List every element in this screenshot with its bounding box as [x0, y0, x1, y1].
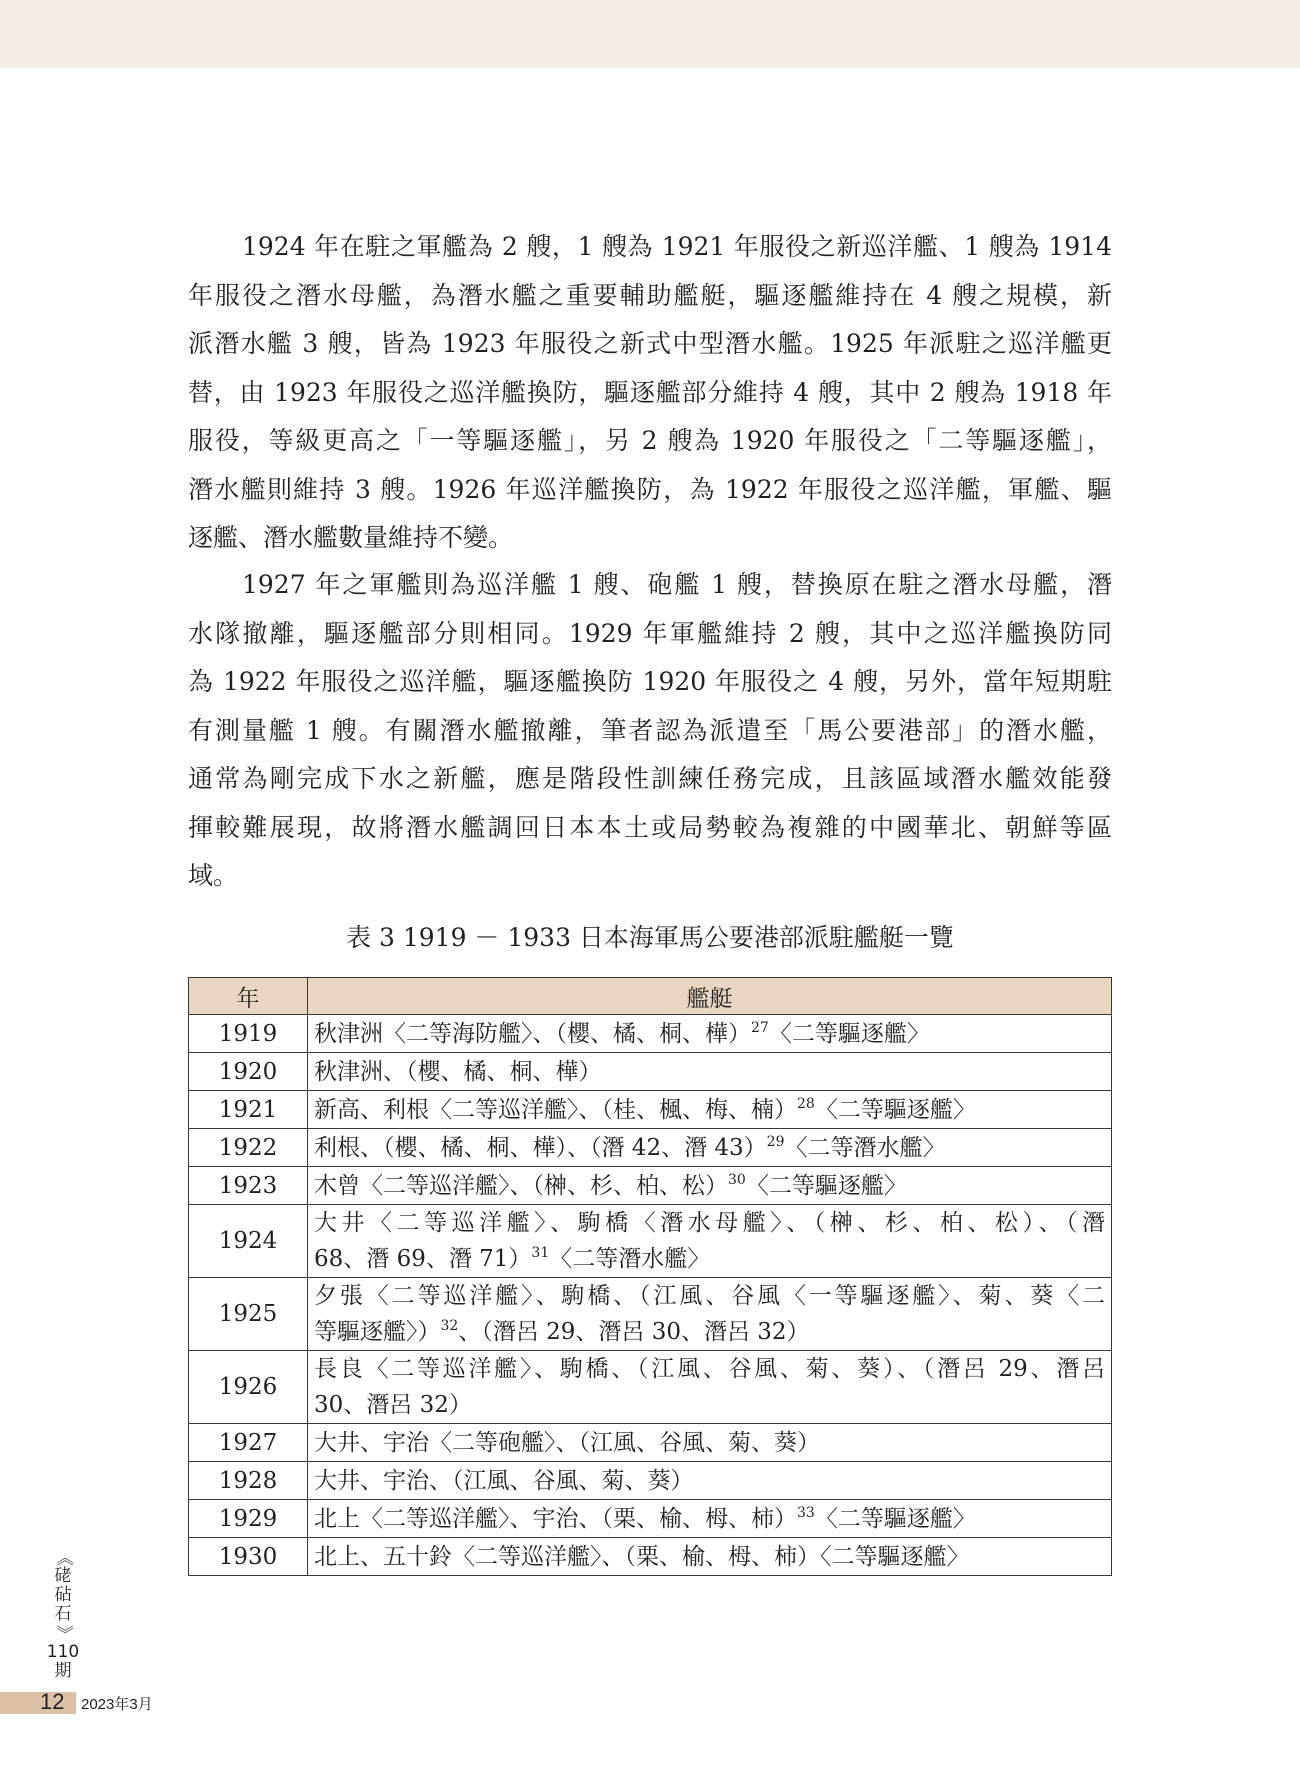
cell-line — [314, 1130, 1105, 1166]
table-row — [189, 1278, 1112, 1351]
ship-text: 大井〈二等巡洋艦〉、駒橋〈潛水母艦〉、（榊、杉、柏、松）、（潛 — [314, 1210, 1105, 1236]
table-row — [189, 1538, 1112, 1576]
cell-line — [314, 1016, 1105, 1052]
table-row — [189, 1091, 1112, 1129]
table-row — [189, 1351, 1112, 1424]
page-number-band — [0, 1692, 76, 1714]
ships-cell — [308, 1053, 1112, 1091]
text-line: 水隊撤離，驅逐艦部分則相同。1929 年軍艦維持 2 艘，其中之巡洋艦換防同 — [188, 618, 1112, 648]
ship-class-text: 〈二等潛水艦〉 — [784, 1134, 946, 1161]
text-line: 有測量艦 1 艘。有關潛水艦撤離，筆者認為派遣至「馬公要港部」的潛水艦， — [188, 715, 1112, 745]
footnote-ref: 28 — [797, 1095, 815, 1112]
ships-cell — [308, 1015, 1112, 1053]
journal-title-char: 砧 — [54, 1585, 72, 1605]
ship-text: 木曾〈二等巡洋艦〉、（榊、杉、柏、松） — [314, 1172, 728, 1199]
year-cell: 1919 — [189, 1015, 308, 1053]
cell-line — [314, 1387, 1105, 1423]
cell-line — [314, 1351, 1105, 1387]
top-header-band — [0, 0, 1300, 68]
journal-title-char: 110 — [46, 1642, 80, 1662]
cell-line — [314, 1092, 1105, 1128]
footnote-ref: 33 — [797, 1504, 815, 1521]
text-line: 派潛水艦 3 艘，皆為 1923 年服役之新式中型潛水艦。1925 年派駐之巡洋艦更 — [188, 329, 1112, 358]
text-line: 域。 — [188, 861, 239, 890]
ship-class-text: 〈二等驅逐艦〉 — [814, 1096, 976, 1123]
ship-text: 利根、（櫻、橘、桐、樺）、（潛 42、潛 43） — [314, 1134, 767, 1161]
cell-line — [314, 1314, 1105, 1350]
cell-line — [314, 1539, 1105, 1575]
header-year: 年 — [189, 978, 308, 1015]
issue-date: 2023年3月 — [81, 1696, 153, 1713]
ships-cell — [308, 1129, 1112, 1167]
journal-title-char: 《 — [53, 1549, 74, 1566]
journal-title-char: 石 — [54, 1604, 72, 1624]
cell-line — [314, 1425, 1105, 1461]
cell-line — [314, 1241, 1105, 1277]
year-cell: 1929 — [189, 1500, 308, 1538]
ship-text: 秋津洲〈二等海防艦〉、（櫻、橘、桐、樺） — [314, 1020, 751, 1047]
text-line: 為 1922 年服役之巡洋艦，驅逐艦換防 1920 年服役之 4 艘，另外，當年短期駐 — [188, 667, 1112, 696]
ships-cell — [308, 1205, 1112, 1278]
ship-class-text: 〈二等驅逐艦〉 — [814, 1505, 976, 1532]
ship-class-text: 、（潛呂 29、潛呂 30、潛呂 32） — [458, 1319, 810, 1345]
footnote-ref: 27 — [751, 1019, 769, 1036]
paragraph-2 — [188, 561, 1112, 901]
ship-text: 長良〈二等巡洋艦〉、駒橋、（江風、谷風、菊、葵）、（潛呂 29、潛呂 — [314, 1356, 1105, 1382]
ship-text: 30、潛呂 32） — [314, 1392, 472, 1418]
ships-cell — [308, 1500, 1112, 1538]
text-line: 年服役之潛水母艦，為潛水艦之重要輔助艦艇，驅逐艦維持在 4 艘之規模，新 — [188, 280, 1112, 310]
ships-cell — [308, 1167, 1112, 1205]
footnote-ref: 30 — [728, 1171, 746, 1188]
journal-title-char: 》 — [53, 1625, 74, 1642]
cell-line — [314, 1501, 1105, 1537]
text-line: 1924 年在駐之軍艦為 2 艘，1 艘為 1921 年服役之新巡洋艦、1 艘為 1914 — [242, 232, 1112, 261]
text-line: 1927 年之軍艦則為巡洋艦 1 艘、砲艦 1 艘，替換原在駐之潛水母艦，潛 — [242, 570, 1112, 599]
journal-title-vertical — [44, 1548, 82, 1681]
ship-class-text: 〈二等潛水艦〉 — [549, 1246, 711, 1272]
text-line: 通常為剛完成下水之新艦，應是階段性訓練任務完成，且該區域潛水艦效能發 — [188, 764, 1112, 793]
table-row — [189, 1167, 1112, 1205]
cell-line — [314, 1205, 1105, 1241]
table-row — [189, 1462, 1112, 1500]
table-row — [189, 1424, 1112, 1462]
table-row — [189, 1053, 1112, 1091]
header-ships: 艦艇 — [308, 978, 1112, 1015]
year-cell: 1928 — [189, 1462, 308, 1500]
text-line: 潛水艦則維持 3 艘。1926 年巡洋艦換防，為 1922 年服役之巡洋艦，軍艦、驅 — [188, 474, 1112, 504]
ships-cell — [308, 1278, 1112, 1351]
cell-line — [314, 1278, 1105, 1314]
year-cell: 1921 — [189, 1091, 308, 1129]
footnote-ref: 32 — [440, 1318, 459, 1334]
ship-text: 夕張〈二等巡洋艦〉、駒橋、（江風、谷風〈一等驅逐艦〉、菊、葵〈二 — [314, 1283, 1105, 1309]
cell-line — [314, 1168, 1105, 1204]
text-line: 揮較難展現，故將潛水艦調回日本本土或局勢較為複雜的中國華北、朝鮮等區 — [188, 812, 1112, 842]
ship-text: 新高、利根〈二等巡洋艦〉、（桂、楓、梅、楠） — [314, 1096, 797, 1123]
paragraph-1 — [188, 223, 1112, 563]
cell-line — [314, 1463, 1105, 1499]
year-cell: 1930 — [189, 1538, 308, 1576]
table-caption: 表 3 1919 － 1933 日本海軍馬公要港部派駐艦艇一覽 — [346, 923, 954, 952]
year-cell: 1923 — [189, 1167, 308, 1205]
ship-text: 北上〈二等巡洋艦〉、宇治、（栗、榆、栂、柿） — [314, 1505, 797, 1532]
table-row — [189, 1015, 1112, 1053]
table-row — [189, 1129, 1112, 1167]
ships-cell — [308, 1351, 1112, 1424]
year-cell: 1922 — [189, 1129, 308, 1167]
year-cell: 1924 — [189, 1205, 308, 1278]
text-line: 替，由 1923 年服役之巡洋艦換防，驅逐艦部分維持 4 艘，其中 2 艘為 1918 年 — [188, 377, 1112, 407]
ships-table — [188, 977, 1112, 1576]
ship-text: 秋津洲、（櫻、橘、桐、樺） — [314, 1058, 602, 1085]
ships-cell — [308, 1091, 1112, 1129]
text-line: 逐艦、潛水艦數量維持不變。 — [188, 523, 514, 552]
year-cell: 1920 — [189, 1053, 308, 1091]
footnote-ref: 29 — [766, 1133, 785, 1150]
ship-text: 等驅逐艦〉） — [314, 1319, 441, 1345]
table-row — [189, 1500, 1112, 1538]
year-cell: 1925 — [189, 1278, 308, 1351]
ship-class-text: 〈二等驅逐艦〉 — [768, 1020, 930, 1047]
year-cell: 1926 — [189, 1351, 308, 1424]
table-body — [189, 1015, 1112, 1576]
table-row — [189, 1205, 1112, 1278]
ship-class-text: 〈二等驅逐艦〉 — [745, 1172, 907, 1199]
ship-text: 大井、宇治、（江風、谷風、菊、葵） — [314, 1467, 694, 1494]
footnote-ref: 31 — [531, 1245, 550, 1261]
journal-title-char: 期 — [54, 1661, 72, 1681]
ships-cell — [308, 1424, 1112, 1462]
year-cell: 1927 — [189, 1424, 308, 1462]
cell-line — [314, 1054, 1105, 1090]
page-number: 12 — [40, 1689, 65, 1714]
table-header-row — [189, 978, 1112, 1015]
ship-text: 北上、五十鈴〈二等巡洋艦〉、（栗、榆、栂、柿）〈二等驅逐艦〉 — [314, 1543, 970, 1570]
ships-cell — [308, 1538, 1112, 1576]
text-line: 服役，等級更高之「一等驅逐艦」，另 2 艘為 1920 年服役之「二等驅逐艦」， — [188, 426, 1112, 455]
ship-text: 大井、宇治〈二等砲艦〉、（江風、谷風、菊、葵） — [314, 1429, 820, 1456]
ship-text: 68、潛 69、潛 71） — [314, 1246, 532, 1272]
ships-cell — [308, 1462, 1112, 1500]
journal-title-char: 硓 — [54, 1566, 72, 1586]
